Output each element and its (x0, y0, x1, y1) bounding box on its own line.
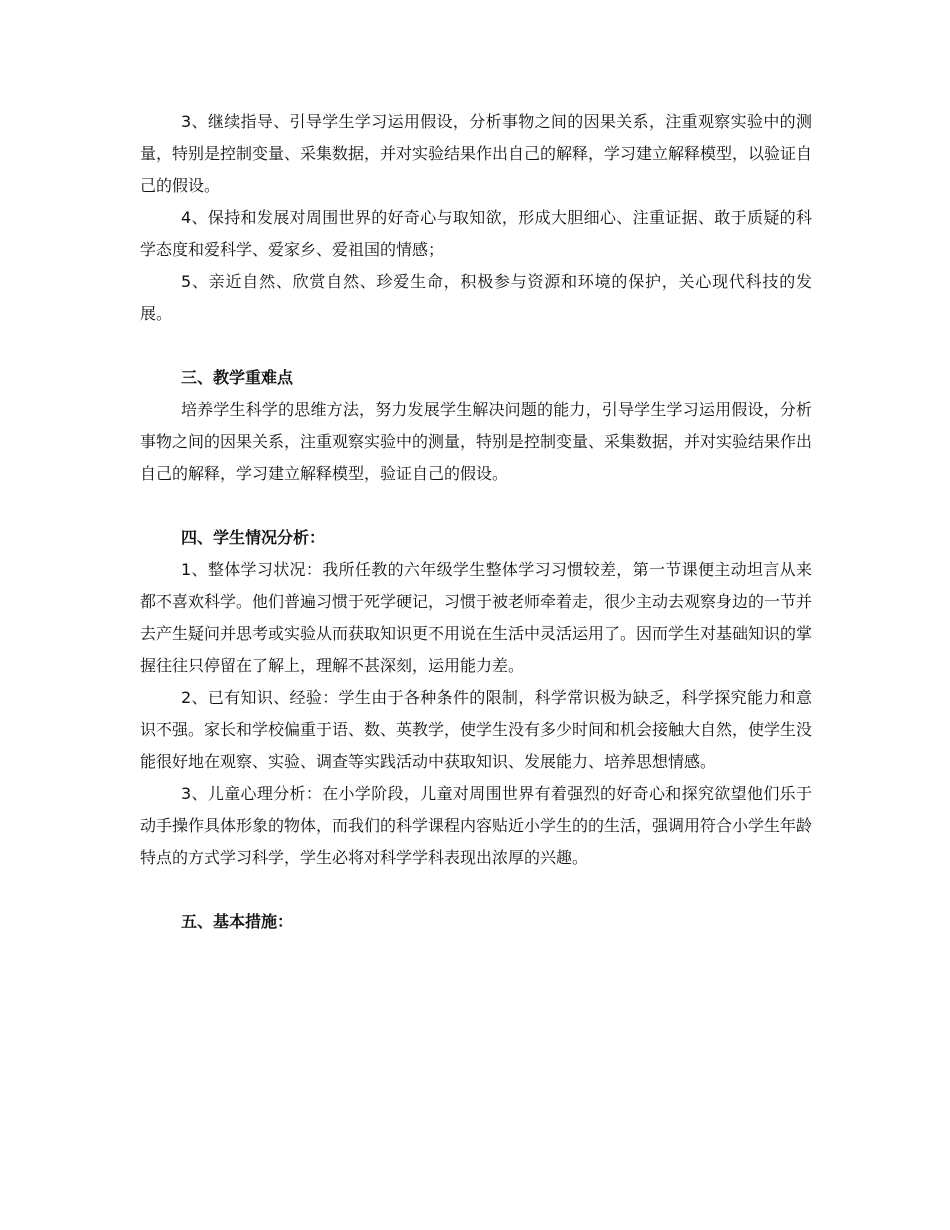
spacer (140, 874, 812, 906)
goal-item-3: 3、继续指导、引导学生学习运用假设，分析事物之间的因果关系，注重观察实验中的测量，特别是控制变量、采集数据，并对实验结果作出自己的解释，学习建立解释模型，以验证自己的假设。 (140, 112, 813, 195)
document-page (140, 106, 812, 938)
goal-item-5: 5、亲近自然、欣赏自然、珍爱生命，积极参与资源和环境的保护，关心现代科技的发展。 (140, 272, 812, 323)
spacer (140, 330, 812, 362)
student-analysis-item-3: 3、儿童心理分析：在小学阶段，儿童对周围世界有着强烈的好奇心和探究欲望他们乐于动手操作具体形象的物体，而我们的科学课程内容贴近小学生的的生活，强调用符合小学生年龄特点的方式学习科学，学生必将对科学学科表现出浓厚的兴趣。 (140, 784, 813, 867)
student-analysis-item-1: 1、整体学习状况：我所任教的六年级学生整体学习习惯较差，第一节课便主动坦言从来都不喜欢科学。他们普遍习惯于死学硬记，习惯于被老师牵着走，很少主动去观察身边的一节并去产生疑问并思考或实验从而获取知识更不用说在生活中灵活运用了。因而学生对基础知识的掌握往往只停留在了解上，理解不甚深刻，运用能力差。 (140, 560, 813, 675)
goal-item-4: 4、保持和发展对周围世界的好奇心与取知欲，形成大胆细心、注重证据、敢于质疑的科学态度和爱科学、爱家乡、爱祖国的情感； (140, 208, 812, 259)
spacer (140, 490, 812, 522)
section-3-body: 培养学生科学的思维方法，努力发展学生解决问题的能力，引导学生学习运用假设，分析事物之间的因果关系，注重观察实验中的测量，特别是控制变量、采集数据，并对实验结果作出自己的解释，学习建立解释模型，验证自己的假设。 (140, 400, 813, 483)
section-4-heading: 四、学生情况分析： (181, 528, 326, 547)
section-3-heading: 三、教学重难点 (181, 368, 294, 387)
section-5-heading: 五、基本措施： (181, 912, 294, 931)
student-analysis-item-2: 2、已有知识、经验：学生由于各种条件的限制，科学常识极为缺乏，科学探究能力和意识不强。家长和学校偏重于语、数、英教学，使学生没有多少时间和机会接触大自然，使学生没能很好地在观察、实验、调查等实践活动中获取知识、发展能力、培养思想情感。 (140, 688, 813, 771)
